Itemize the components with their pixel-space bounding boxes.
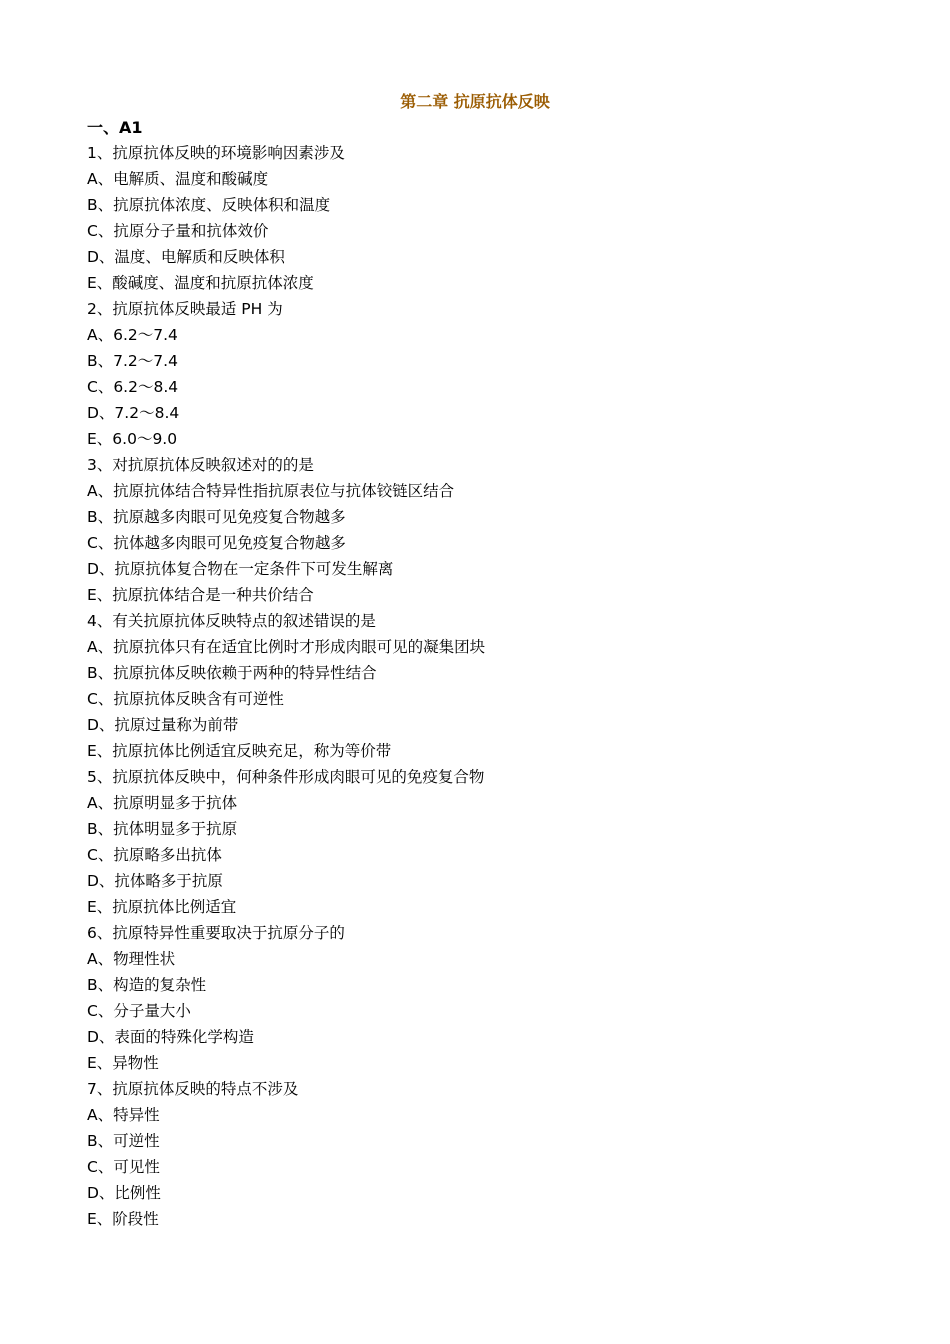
question-line: 5、抗原抗体反映中，何种条件形成肉眼可见的免疫复合物 xyxy=(87,768,485,786)
option-line: B、可逆性 xyxy=(87,1132,160,1150)
option-line: E、6.0～9.0 xyxy=(87,430,178,448)
option-line: C、抗原抗体反映含有可逆性 xyxy=(87,690,284,708)
option-line: B、抗原抗体浓度、反映体积和温度 xyxy=(87,196,331,214)
chapter-title: 第二章 抗原抗体反映 xyxy=(400,92,550,111)
option-line: B、抗原抗体反映依赖于两种的特异性结合 xyxy=(87,664,377,682)
option-line: D、抗原抗体复合物在一定条件下可发生解离 xyxy=(87,560,394,578)
option-line: A、抗原明显多于抗体 xyxy=(87,794,238,812)
option-line: B、7.2～7.4 xyxy=(87,352,178,370)
option-line: A、物理性状 xyxy=(87,950,176,968)
option-line: E、异物性 xyxy=(87,1054,159,1072)
question-line: 4、有关抗原抗体反映特点的叙述错误的是 xyxy=(87,612,376,630)
option-line: D、表面的特殊化学构造 xyxy=(87,1028,254,1046)
option-line: E、酸碱度、温度和抗原抗体浓度 xyxy=(87,274,314,292)
option-line: E、抗原抗体比例适宜反映充足，称为等价带 xyxy=(87,742,392,760)
option-line: E、阶段性 xyxy=(87,1210,159,1228)
option-line: C、抗体越多肉眼可见免疫复合物越多 xyxy=(87,534,346,552)
question-line: 3、对抗原抗体反映叙述对的的是 xyxy=(87,456,314,474)
option-line: D、抗体略多于抗原 xyxy=(87,872,223,890)
option-line: E、抗原抗体比例适宜 xyxy=(87,898,237,916)
option-line: A、特异性 xyxy=(87,1106,160,1124)
question-list xyxy=(87,142,887,1234)
option-line: B、构造的复杂性 xyxy=(87,976,207,994)
question-line: 2、抗原抗体反映最适 PH 为 xyxy=(87,300,283,318)
option-line: D、温度、电解质和反映体积 xyxy=(87,248,285,266)
option-line: C、抗原略多出抗体 xyxy=(87,846,222,864)
option-line: B、抗原越多肉眼可见免疫复合物越多 xyxy=(87,508,346,526)
question-line: 1、抗原抗体反映的环境影响因素涉及 xyxy=(87,144,345,162)
option-line: E、抗原抗体结合是一种共价结合 xyxy=(87,586,314,604)
option-line: A、6.2～7.4 xyxy=(87,326,178,344)
option-line: C、抗原分子量和抗体效价 xyxy=(87,222,269,240)
option-line: A、抗原抗体只有在适宜比例时才形成肉眼可见的凝集团块 xyxy=(87,638,486,656)
option-line: C、6.2～8.4 xyxy=(87,378,179,396)
option-line: D、抗原过量称为前带 xyxy=(87,716,239,734)
option-line: B、抗体明显多于抗原 xyxy=(87,820,238,838)
question-line: 6、抗原特异性重要取决于抗原分子的 xyxy=(87,924,345,942)
question-line: 7、抗原抗体反映的特点不涉及 xyxy=(87,1080,299,1098)
section-heading: 一、A1 xyxy=(87,118,143,137)
option-line: D、7.2～8.4 xyxy=(87,404,180,422)
option-line: A、电解质、温度和酸碱度 xyxy=(87,170,269,188)
option-line: D、比例性 xyxy=(87,1184,161,1202)
option-line: C、分子量大小 xyxy=(87,1002,191,1020)
option-line: A、抗原抗体结合特异性指抗原表位与抗体铰链区结合 xyxy=(87,482,455,500)
option-line: C、可见性 xyxy=(87,1158,160,1176)
